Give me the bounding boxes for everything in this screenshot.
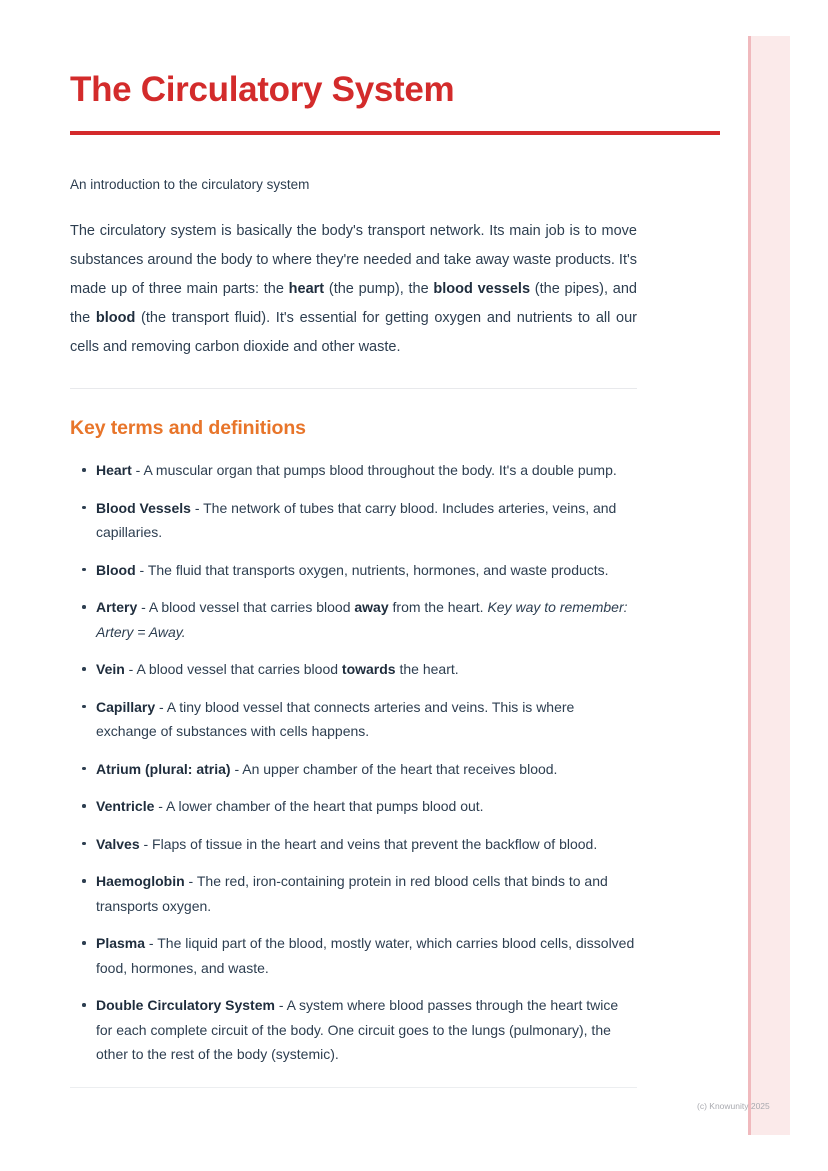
- section-heading-key-terms: Key terms and definitions: [70, 417, 306, 439]
- footer-copyright: (c) Knowunity 2025: [697, 1101, 770, 1111]
- list-item: Capillary - A tiny blood vessel that connects arteries and veins. This is where exchange of substances with cells happens.: [70, 695, 637, 744]
- decorative-side-bar: [748, 36, 790, 1135]
- list-item: Plasma - The liquid part of the blood, mostly water, which carries blood cells, dissolved food, hormones, and waste.: [70, 931, 637, 980]
- key-terms-list: [70, 458, 637, 1067]
- list-item: Heart - A muscular organ that pumps blood throughout the body. It's a double pump.: [70, 458, 637, 483]
- list-item: Double Circulatory System - A system where blood passes through the heart twice for each complete circuit of the body. One circuit goes to the lungs (pulmonary), the other to the rest of the body (systemic).: [70, 993, 637, 1067]
- list-item: Haemoglobin - The red, iron-containing protein in red blood cells that binds to and transports oxygen.: [70, 869, 637, 918]
- section-divider-bottom: [70, 1087, 637, 1088]
- list-item: Blood Vessels - The network of tubes that carry blood. Includes arteries, veins, and capillaries.: [70, 496, 637, 545]
- page-subtitle: An introduction to the circulatory system: [70, 176, 310, 192]
- document-page: [70, 0, 637, 1088]
- list-item: Artery - A blood vessel that carries blood away from the heart. Key way to remember: Artery = Away.: [70, 595, 637, 644]
- title-underline-rule: [70, 131, 720, 135]
- list-item: Atrium (plural: atria) - An upper chamber of the heart that receives blood.: [70, 757, 637, 782]
- decorative-side-bar-edge: [748, 36, 751, 1135]
- intro-paragraph: The circulatory system is basically the body's transport network. Its main job is to move substances around the body to where they're needed and take away waste products. It's made up of three main parts: the heart (the pump), the blood vessels (the pipes), and the blood (the transport fluid). It's essential for getting oxygen and nutrients to all our cells and removing carbon dioxide and other waste.: [70, 223, 637, 355]
- list-item: Vein - A blood vessel that carries blood towards the heart.: [70, 657, 637, 682]
- list-item: Valves - Flaps of tissue in the heart and veins that prevent the backflow of blood.: [70, 832, 637, 857]
- list-item: Ventricle - A lower chamber of the heart that pumps blood out.: [70, 794, 637, 819]
- page-title: The Circulatory System: [70, 70, 455, 109]
- list-item: Blood - The fluid that transports oxygen, nutrients, hormones, and waste products.: [70, 558, 637, 583]
- section-divider-top: [70, 388, 637, 389]
